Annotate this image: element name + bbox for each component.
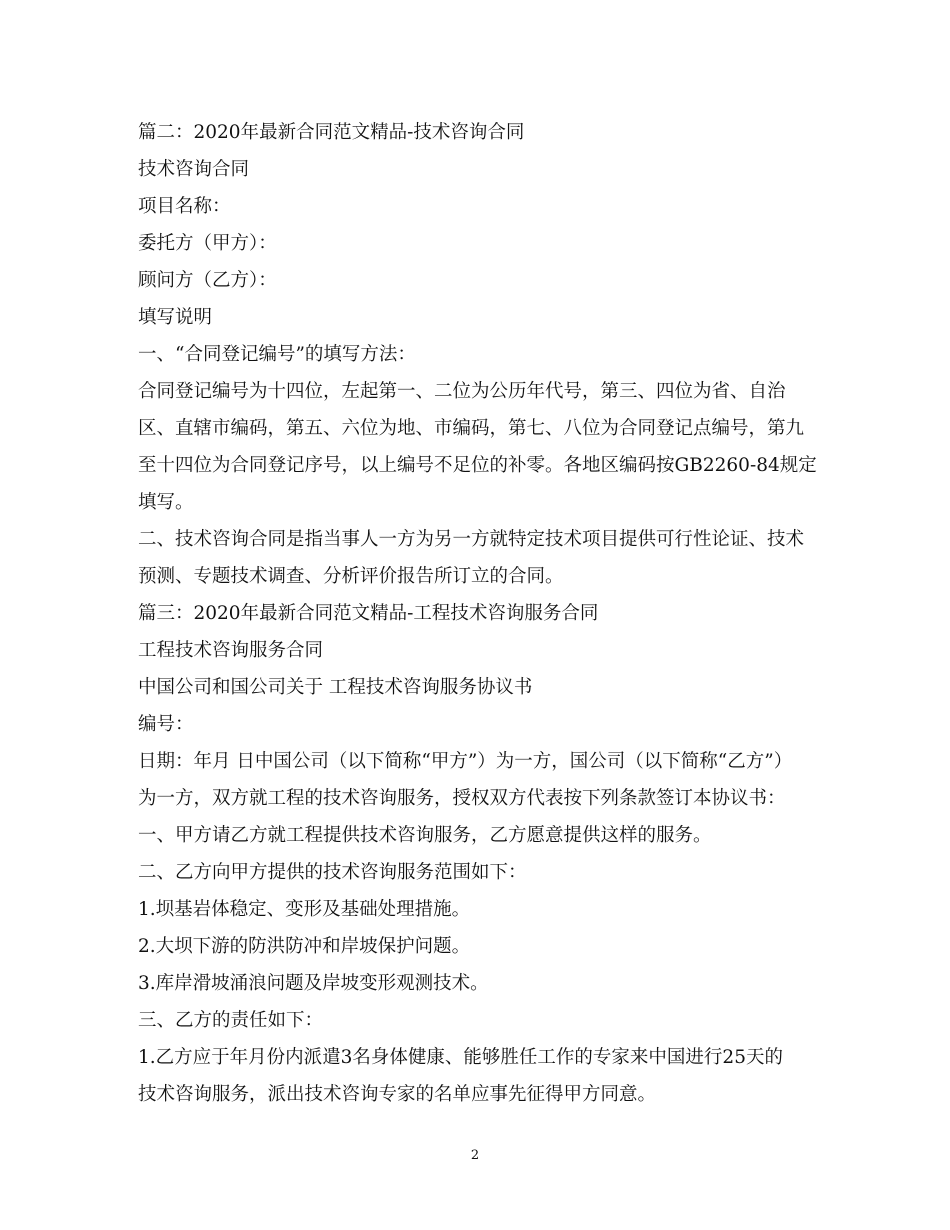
instruction-item-1-text-line: 填写。: [138, 492, 194, 513]
instruction-item-1-text-line: 至十四位为合同登记序号，以上编号不足位的补零。各地区编码按GB2260-84规定: [138, 455, 817, 476]
clause-3-item-1-line: 技术咨询服务，派出技术咨询专家的名单应事先征得甲方同意。: [138, 1084, 657, 1105]
contract-title: 技术咨询合同: [138, 159, 250, 180]
agreement-preamble-line: 为一方，双方就工程的技术咨询服务，授权双方代表按下列条款签订本协议书：: [138, 788, 786, 809]
client-party-field: 委托方（甲方）：: [138, 233, 277, 254]
instruction-item-1-text-line: 区、直辖市编码，第五、六位为地、市编码，第七、八位为合同登记点编号，第九: [138, 418, 805, 439]
project-name-field: 项目名称：: [138, 196, 231, 217]
instruction-item-2-text-line: 二、技术咨询合同是指当事人一方为另一方就特定技术项目提供可行性论证、技术: [138, 529, 805, 550]
service-contract-title: 工程技术咨询服务合同: [138, 640, 324, 661]
clause-2-item-2: 2.大坝下游的防洪防冲和岸坡保护问题。: [138, 936, 471, 957]
document-body: [138, 114, 818, 1113]
instruction-item-1-text-line: 合同登记编号为十四位，左起第一、二位为公历年代号，第三、四位为省、自治: [138, 381, 786, 402]
clause-1: 一、甲方请乙方就工程提供技术咨询服务，乙方愿意提供这样的服务。: [138, 825, 712, 846]
instruction-item-1-heading: 一、“合同登记编号”的填写方法：: [138, 344, 416, 365]
page-number: 2: [470, 1148, 480, 1163]
instructions-heading: 填写说明: [138, 307, 213, 328]
instruction-item-2-text-line: 预测、专题技术调查、分析评价报告所订立的合同。: [138, 566, 564, 587]
agreement-preamble-line: 日期：年月 日中国公司（以下简称“甲方”）为一方，国公司（以下简称“乙方”）: [138, 751, 793, 772]
section-heading-part2: 篇二：2020年最新合同范文精品-技术咨询合同: [138, 122, 525, 143]
agreement-title: 中国公司和国公司关于 工程技术咨询服务协议书: [138, 677, 533, 698]
section-heading-part3: 篇三：2020年最新合同范文精品-工程技术咨询服务合同: [138, 603, 599, 624]
agreement-number-field: 编号：: [138, 714, 194, 735]
clause-3-item-1-line: 1.乙方应于年月份内派遣3名身体健康、能够胜任工作的专家来中国进行25天的: [138, 1047, 783, 1068]
consultant-party-field: 顾问方（乙方）：: [138, 270, 277, 291]
clause-2-item-3: 3.库岸滑坡涌浪问题及岸坡变形观测技术。: [138, 973, 489, 994]
clause-2-item-1: 1.坝基岩体稳定、变形及基础处理措施。: [138, 899, 471, 920]
clause-3-heading: 三、乙方的责任如下：: [138, 1010, 324, 1031]
clause-2-heading: 二、乙方向甲方提供的技术咨询服务范围如下：: [138, 862, 527, 883]
